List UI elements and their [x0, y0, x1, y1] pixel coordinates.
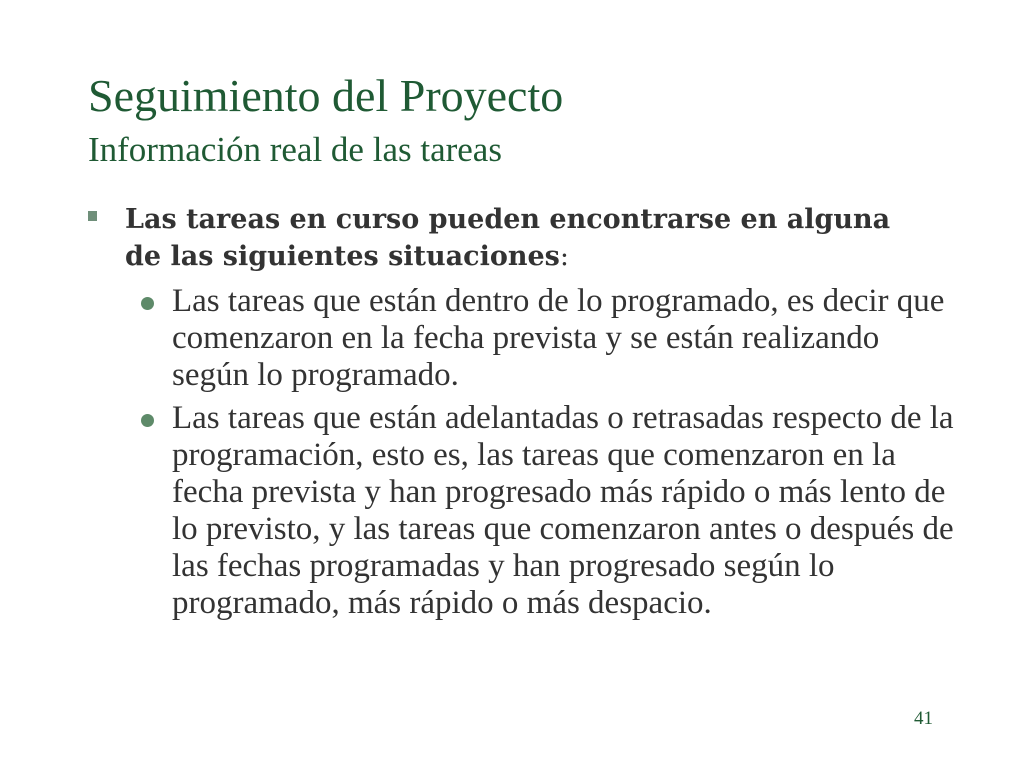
- slide-subtitle: Información real de las tareas: [88, 130, 502, 169]
- round-bullet-icon: [141, 414, 154, 427]
- square-bullet-icon: [88, 211, 97, 221]
- bullet-level2-text: Las tareas que están dentro de lo programado, es decir que comenzaron en la fecha prevista y se están realizando según lo programado.: [172, 283, 945, 393]
- slide-title: Seguimiento del Proyecto: [88, 70, 564, 121]
- bullet-level1-tail-text: :: [559, 241, 569, 272]
- bullet-level1-text: [125, 201, 925, 275]
- page-number: 41: [914, 708, 933, 729]
- bullet-level1-bold-text: Las tareas en curso pueden encontrarse en alguna de las siguientes situaciones: [125, 204, 891, 272]
- round-bullet-icon: [141, 297, 154, 310]
- bullet-level2-text: Las tareas que están adelantadas o retrasadas respecto de la programación, esto es, las tareas que comenzaron en la fecha prevista y han progresado más rápido o más lento de lo previsto, y las tareas que comenzaron antes o después de las fechas programadas y han progresado según lo programado, más rápido o más despacio.: [172, 400, 954, 621]
